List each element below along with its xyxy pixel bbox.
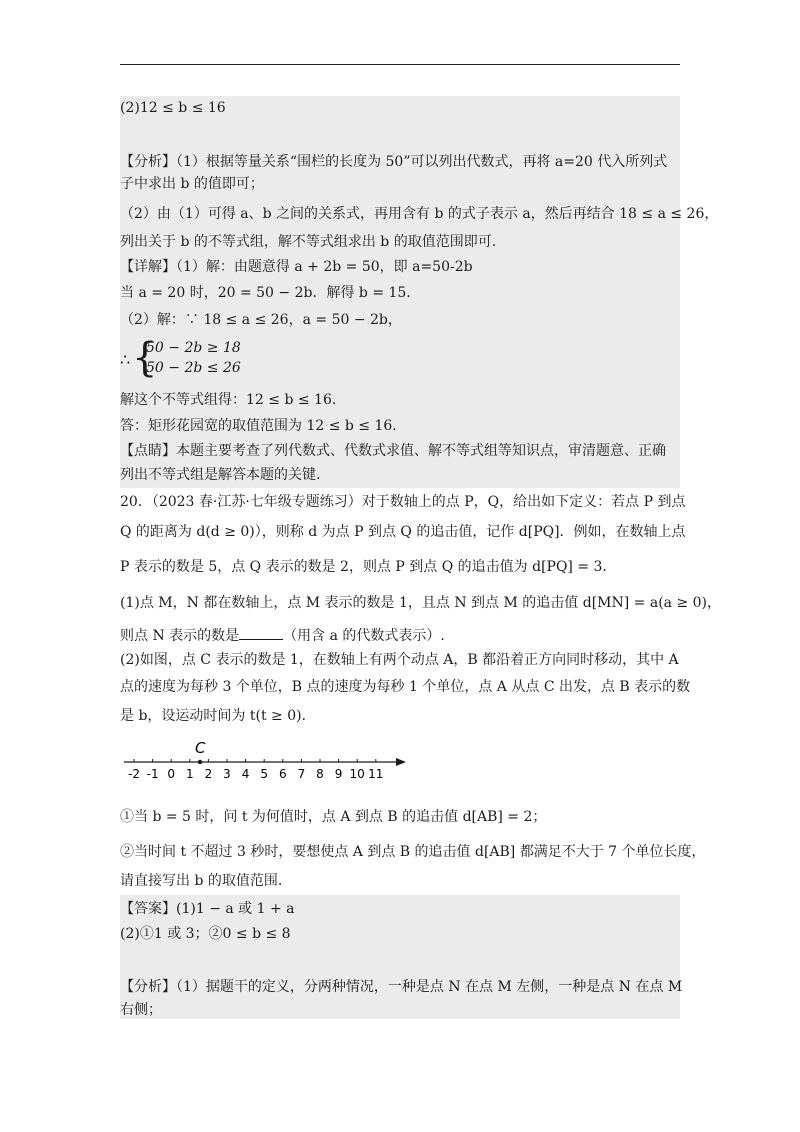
number-line-figure — [120, 738, 410, 786]
system-brace: { — [132, 335, 158, 381]
tick-label: 9 — [334, 767, 343, 781]
q20-subq-2: ②当时间 t 不超过 3 秒时，要想使点 A 到点 B 的追击值 d[AB] 都满足不大于 7 个单位长度， — [120, 844, 706, 860]
tick-label: 6 — [278, 767, 287, 781]
detail-line-2: 当 a = 20 时，20 = 50 − 2b．解得 b = 15． — [120, 285, 421, 301]
tick-label: 10 — [349, 767, 365, 781]
q20-line-6: (2)如图，点 C 表示的数是 1，在数轴上有两个动点 A，B 都沿着正方向同时移动，其中 A — [120, 652, 679, 668]
detail-line-1: 【详解】（1）解：由题意得 a + 2b = 50，即 a=50-2b — [120, 259, 473, 275]
point-c-dot — [198, 760, 202, 764]
q20-line-4: (1)点 M，N 都在数轴上，点 M 表示的数是 1，且点 N 到点 M 的追击值 d[MN] = a(a ≥ 0)， — [120, 595, 722, 611]
tick-label: 5 — [260, 767, 269, 781]
system-line-2: 50 − 2b ≤ 26 — [146, 360, 241, 376]
analysis2-line-1: 【分析】（1）据题干的定义，分两种情况，一种是点 N 在点 M 左侧，一种是点 N 在点 M — [120, 979, 683, 995]
answer-line-1: 【答案】(1)1 − a 或 1 + a — [120, 901, 295, 917]
q20-line-5-start: 则点 N 表示的数是 — [120, 628, 240, 644]
tick-label: 2 — [204, 767, 213, 781]
q20-line-8: 是 b，设运动时间为 t(t ≥ 0)． — [120, 708, 316, 724]
q20-line-5-end: （用含 a 的代数式表示）. — [283, 628, 445, 644]
analysis-line-3: （2）由（1）可得 a、b 之间的关系式，再用含有 b 的式子表示 a，然后再结合 18 ≤ a ≤ 26， — [120, 206, 719, 222]
header-rule — [120, 64, 680, 65]
tick-label: 4 — [241, 767, 250, 781]
analysis-line-1: 【分析】（1）根据等量关系“围栏的长度为 50”可以列出代数式，再将 a=20 代入所列式 — [120, 154, 668, 170]
tick-label: 3 — [223, 767, 231, 781]
tick-label: 1 — [185, 767, 194, 781]
inequality-system — [120, 335, 241, 382]
q20-line-1: 20．（2023 春·江苏·七年级专题练习）对于数轴上的点 P，Q，给出如下定义：若点 P 到点 — [120, 494, 686, 510]
tick-label: -2 — [128, 767, 140, 781]
tick-label: 0 — [167, 767, 176, 781]
axis-arrow — [396, 758, 406, 766]
point-c-label: C — [195, 739, 206, 757]
q20-subq-1: ①当 b = 5 时，问 t 为何值时，点 A 到点 B 的追击值 d[AB] = 2； — [120, 809, 547, 825]
q20-line-3: P 表示的数是 5，点 Q 表示的数是 2，则点 P 到点 Q 的追击值为 d[PQ] = 3． — [120, 559, 617, 575]
answer-blank — [239, 625, 283, 640]
comment-line-2: 列出不等式组是解答本题的关键. — [120, 467, 321, 483]
detail-line-5: 答：矩形花园宽的取值范围为 12 ≤ b ≤ 16． — [120, 418, 407, 434]
detail-line-4: 解这个不等式组得：12 ≤ b ≤ 16． — [120, 392, 346, 408]
answer-line-2: (2)①1 或 3；②0 ≤ b ≤ 8 — [120, 926, 291, 942]
q20-line-2: Q 的距离为 d(d ≥ 0)），则称 d 为点 P 到点 Q 的追击值，记作 d[PQ]．例如，在数轴上点 — [120, 524, 686, 540]
tick-label: 7 — [297, 767, 306, 781]
tick-label: 8 — [316, 767, 324, 781]
therefore-symbol: ∴ — [120, 350, 131, 369]
q20-subq-2-cont: 请直接写出 b 的取值范围. — [120, 873, 283, 889]
analysis-line-4: 列出关于 b 的不等式组，解不等式组求出 b 的取值范围即可. — [120, 234, 497, 250]
tick-label: 11 — [368, 767, 384, 781]
tick-label: -1 — [146, 767, 159, 781]
system-line-1: 50 − 2b ≥ 18 — [146, 340, 241, 356]
q20-line-7: 点的速度为每秒 3 个单位，B 点的速度为每秒 1 个单位，点 A 从点 C 出发，点 B 表示的数 — [120, 679, 691, 695]
q20-line-5 — [120, 625, 445, 646]
detail-line-3: （2）解：∵ 18 ≤ a ≤ 26，a = 50 − 2b， — [120, 312, 402, 328]
comment-line-1: 【点睛】本题主要考查了列代数式、代数式求值、解不等式组等知识点，审清题意、正确 — [120, 443, 666, 459]
analysis2-line-2: 右侧； — [120, 1002, 162, 1018]
analysis-line-2: 子中求出 b 的值即可； — [120, 176, 264, 192]
answer-part-2: (2)12 ≤ b ≤ 16 — [120, 100, 226, 116]
